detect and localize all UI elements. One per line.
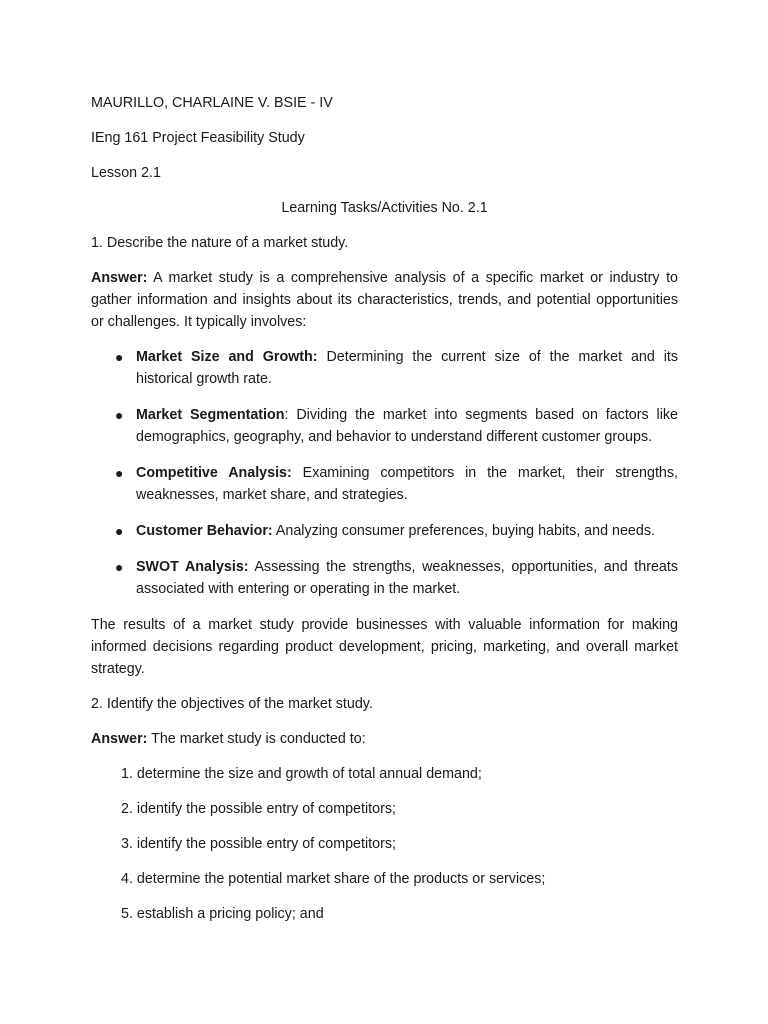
answer-1-conclusion: The results of a market study provide businesses with valuable information for making informed decisions regarding product development, pricing, marketing, and overall market strategy. xyxy=(91,617,678,677)
bullet-icon: ● xyxy=(115,559,124,575)
objective-item: 5. establish a pricing policy; and xyxy=(121,906,324,922)
answer-2-intro xyxy=(91,728,678,750)
bullet-item xyxy=(91,520,678,542)
bullet-item xyxy=(91,346,678,390)
answer-label: Answer: xyxy=(91,731,148,747)
objective-item: 3. identify the possible entry of competitors; xyxy=(121,836,396,852)
bullet-item xyxy=(91,462,678,506)
bullet-icon: ● xyxy=(115,465,124,481)
objectives-list xyxy=(91,763,678,925)
bullet-label: SWOT Analysis: xyxy=(136,559,249,575)
answer-label: Answer: xyxy=(91,270,148,286)
bullet-item xyxy=(91,404,678,448)
activity-title: Learning Tasks/Activities No. 2.1 xyxy=(281,200,488,216)
bullet-label: Market Size and Growth: xyxy=(136,349,318,365)
course-title: IEng 161 Project Feasibility Study xyxy=(91,130,305,146)
document-page xyxy=(91,92,678,938)
bullet-icon: ● xyxy=(115,349,124,365)
bullet-icon: ● xyxy=(115,407,124,423)
question-1: 1. Describe the nature of a market study. xyxy=(91,235,349,251)
market-study-bullet-list xyxy=(91,346,678,600)
objective-item: 4. determine the potential market share of the products or services; xyxy=(121,871,546,887)
bullet-label: Competitive Analysis: xyxy=(136,465,292,481)
bullet-text: : Dividing the market into segments based on factors like demographics, geography, and behavior to understand different customer groups. xyxy=(136,407,678,445)
answer-text: A market study is a comprehensive analysis of a specific market or industry to gather information and insights about its characteristics, trends, and potential opportunities or challenges. It typically involves: xyxy=(91,270,678,330)
bullet-text: Determining the current size of the market and its historical growth rate. xyxy=(136,349,679,387)
answer-text: The market study is conducted to: xyxy=(147,731,366,747)
bullet-label: Customer Behavior: xyxy=(136,523,273,539)
bullet-text: Analyzing consumer preferences, buying habits, and needs. xyxy=(272,523,655,539)
bullet-text: Examining competitors in the market, their strengths, weaknesses, market share, and strategies. xyxy=(136,465,678,503)
bullet-icon: ● xyxy=(115,523,124,539)
bullet-item xyxy=(91,556,678,600)
lesson-label: Lesson 2.1 xyxy=(91,165,161,181)
question-2: 2. Identify the objectives of the market study. xyxy=(91,696,373,712)
objective-item: 2. identify the possible entry of competitors; xyxy=(121,801,396,817)
objective-item: 1. determine the size and growth of total annual demand; xyxy=(121,766,482,782)
bullet-text: Assessing the strengths, weaknesses, opportunities, and threats associated with entering or operating in the market. xyxy=(136,559,678,597)
bullet-label: Market Segmentation xyxy=(136,407,285,423)
student-name: MAURILLO, CHARLAINE V. BSIE - IV xyxy=(91,95,333,111)
answer-1-intro xyxy=(91,267,678,333)
